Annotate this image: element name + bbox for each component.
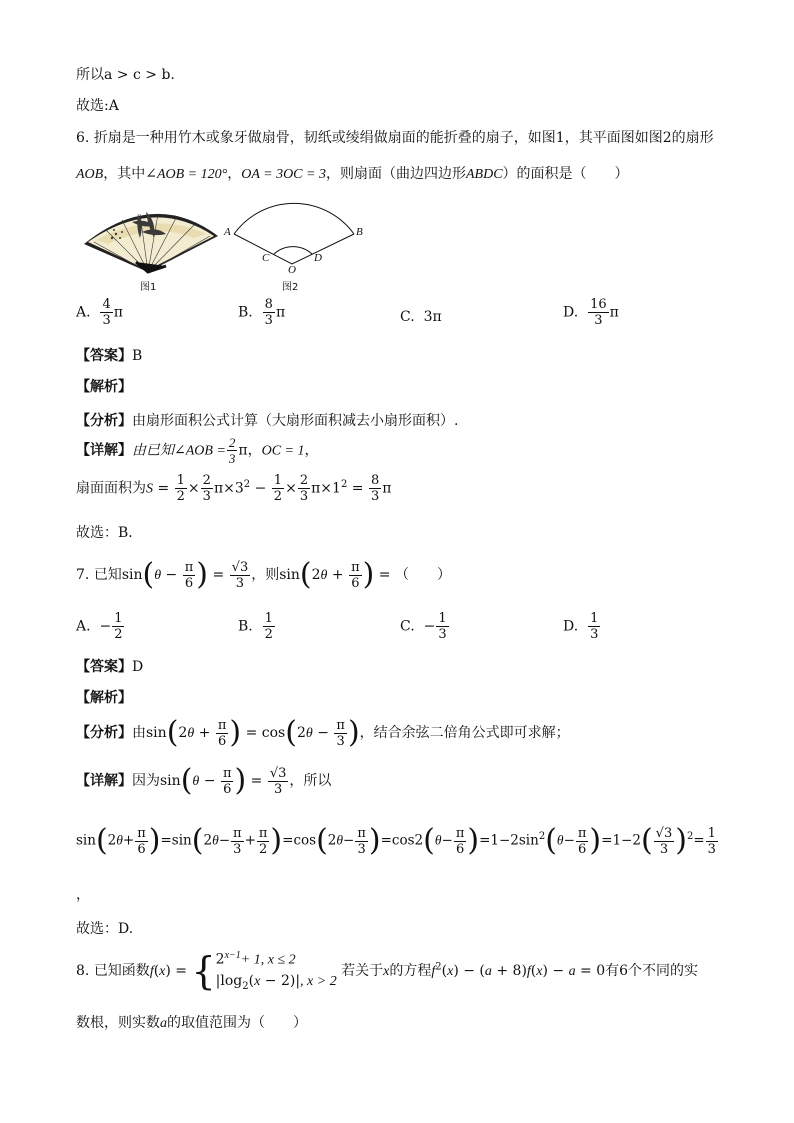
prev-conclusion: 所以a > c > b. (76, 67, 175, 83)
q8-stem-line1: 8. 已知函数f(x) = { $2^{x-1}+ 1$, x ≤ 2 $|\log_2(x - 2)|$, x > 2 若关于x的方程$f^2(x) - (a + 8)f(x) - a = 0$有6个不同的实 (76, 946, 698, 996)
fan-image (76, 192, 226, 292)
q7-analysis-tag: 【解析】 (76, 690, 132, 706)
q8-stem-line2: 数根，则实数a的取值范围为（ ） (76, 1015, 307, 1031)
q6-fenxi: 【分析】由扇形面积公式计算（大扇形面积减去小扇形面积）. (76, 413, 459, 429)
q7-derivation: sin(2θ+ $\frac{\pi}{6}$ )=sin(2θ− $\frac{\pi}{3}$ + $\frac{\pi}{2}$ )=cos(2θ− $\frac{\pi}{3}$ )=cos2(θ− $\frac{\pi}{6}$ )$=1-2\sin^2(\theta-$ $\frac{\pi}{6}$ )=1−2( $\frac{√3}{3}$ )$^2$= $\frac{1}{3}$ (76, 823, 716, 858)
sector-svg (222, 192, 372, 292)
fig2-caption: 图2 (282, 282, 299, 293)
label-A: A (224, 226, 231, 238)
q7-option-b[interactable]: B. $\frac{1}{2}$ (238, 611, 273, 642)
q6-option-a[interactable]: A. $\frac{4}{3}$ π (76, 297, 123, 328)
q7-conclusion: 故选：D. (76, 921, 134, 937)
q6-conclusion: 故选：B． (76, 525, 143, 541)
q6-stem-line1: 6. 折扇是一种用竹木或象牙做扇骨，韧纸或绫绢做扇面的能折叠的扇子，如图1，其平面图如图2的扇形 (76, 130, 714, 146)
q6-option-b[interactable]: B. $\frac{8}{3}$ π (238, 297, 286, 328)
q6-option-d[interactable]: D. $\frac{16}{3}$ π (563, 297, 619, 328)
prev-answer: 故选:A (76, 98, 119, 114)
label-B: B (356, 226, 363, 238)
label-D: D (314, 252, 322, 264)
q6-answer: 【答案】B (76, 348, 143, 364)
label-C: C (262, 252, 270, 264)
fan-illustration (76, 192, 226, 292)
q6-analysis-tag: 【解析】 (76, 379, 132, 395)
q7-trailing-comma: ， (76, 887, 90, 903)
q8-piecewise: $2^{x-1}+ 1$, x ≤ 2 $|\log_2(x - 2)|$, x > 2 (215, 950, 337, 992)
sector-diagram (222, 192, 372, 292)
q7-xiangjie: 【详解】因为sin(θ − $\frac{\pi}{6}$ ) = $\frac{√3}{3}$ ，所以 (76, 763, 332, 798)
q6-option-c[interactable]: C. 3π (400, 309, 442, 325)
q7-fenxi: 【分析】由sin(2θ + $\frac{\pi}{6}$ ) = cos(2θ − $\frac{\pi}{3}$ )，结合余弦二倍角公式即可求解； (76, 715, 570, 750)
q6-stem-line2: AOB，其中∠AOB = 120°，OA = 3OC = 3，则扇面（曲边四边形ABDC）的面积是（ ） (76, 166, 629, 182)
q6-area-formula: 扇面面积为S = $\frac{1}{2}$ × $\frac{2}{3}$ $\pi\times 3^2$ − $\frac{1}{2}$ × $\frac{2}{3}$ $\pi\times 1^2$ = $\frac{8}{3}$ π (76, 473, 392, 504)
q7-stem: 7. 已知sin(θ − $\frac{\pi}{6}$ ) = $\frac{√3}{3}$ ，则sin(2θ + $\frac{\pi}{6}$ ) = （ ） (76, 557, 451, 592)
q7-option-a[interactable]: A. − $\frac{1}{2}$ (76, 611, 123, 642)
fig1-caption: 图1 (140, 282, 157, 293)
q7-option-d[interactable]: D. $\frac{1}{3}$ (563, 611, 599, 642)
q6-xiangjie: 【详解】由已知∠AOB = $\frac{2}{3}$ π，OC = 1， (76, 435, 319, 466)
label-O: O (288, 264, 296, 276)
q7-answer: 【答案】D (76, 659, 144, 675)
q7-option-c[interactable]: C. − $\frac{1}{3}$ (400, 611, 447, 642)
